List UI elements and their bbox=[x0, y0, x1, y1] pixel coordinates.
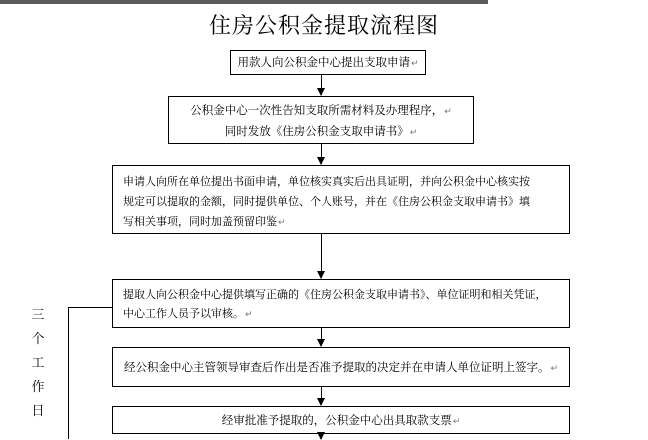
paragraph-mark-icon: ↵ bbox=[550, 364, 559, 374]
page-title: 住房公积金提取流程图 bbox=[208, 14, 439, 39]
flow-arrow bbox=[321, 75, 322, 95]
side-label-char: 日 bbox=[31, 404, 45, 419]
paragraph-mark-icon: ↵ bbox=[452, 417, 461, 427]
paragraph-mark-icon: ↵ bbox=[278, 218, 286, 228]
flow-step-3-line-2: 规定可以提取的金额，同时提供单位、个人账号，并在《住房公积金支取申请书》填 bbox=[123, 195, 530, 208]
flow-step-3-line-3: 写相关事项，同时加盖预留印鉴↵ bbox=[123, 215, 286, 228]
flow-arrow bbox=[321, 328, 322, 346]
flow-step-1 bbox=[230, 50, 426, 75]
flow-step-6 bbox=[112, 406, 570, 434]
flow-step-2-line-2: 同时发放《住房公积金支取申请书》↵ bbox=[224, 124, 418, 138]
side-label-char: 作 bbox=[31, 380, 45, 395]
flow-step-5 bbox=[112, 347, 570, 387]
flow-step-4-line-2: 中心工作人员予以审核。↵ bbox=[123, 307, 253, 320]
flow-step-3 bbox=[112, 165, 570, 234]
flow-arrow bbox=[321, 434, 322, 439]
window-top-bar bbox=[0, 0, 488, 4]
flow-step-1-line-1: 用款人向公积金中心提出支取申请↵ bbox=[237, 55, 419, 69]
side-label-char: 三 bbox=[31, 308, 45, 323]
flow-step-2-line-1: 公积金中心一次性告知支取所需材料及办理程序，↵ bbox=[190, 103, 452, 117]
time-bracket-top bbox=[68, 307, 113, 308]
flow-step-4-line-1: 提取人向公积金中心提供填写正确的《住房公积金支取申请书》、单位证明和相关凭证， bbox=[123, 288, 547, 301]
flow-step-5-line-1: 经公积金中心主管领导审查后作出是否准予提取的决定并在申请人单位证明上签字。↵ bbox=[123, 360, 559, 374]
flow-step-6-line-1: 经审批准予提取的，公积金中心出具取款支票↵ bbox=[221, 413, 461, 427]
flow-arrow bbox=[321, 234, 322, 278]
paragraph-mark-icon: ↵ bbox=[444, 107, 452, 117]
paragraph-mark-icon: ↵ bbox=[409, 128, 418, 138]
flow-arrow bbox=[321, 144, 322, 164]
side-label-char: 个 bbox=[31, 332, 45, 347]
time-bracket-line bbox=[68, 307, 69, 439]
side-label-three-working-days bbox=[30, 304, 46, 424]
flow-step-4 bbox=[112, 279, 570, 328]
flow-arrow bbox=[321, 387, 322, 405]
side-label-char: 工 bbox=[31, 356, 45, 371]
flow-step-2 bbox=[168, 96, 474, 144]
flow-step-3-line-1: 申请人向所在单位提出书面申请，单位核实真实后出具证明，并向公积金中心核实按 bbox=[123, 175, 530, 188]
paragraph-mark-icon: ↵ bbox=[245, 310, 253, 320]
paragraph-mark-icon: ↵ bbox=[410, 59, 419, 69]
